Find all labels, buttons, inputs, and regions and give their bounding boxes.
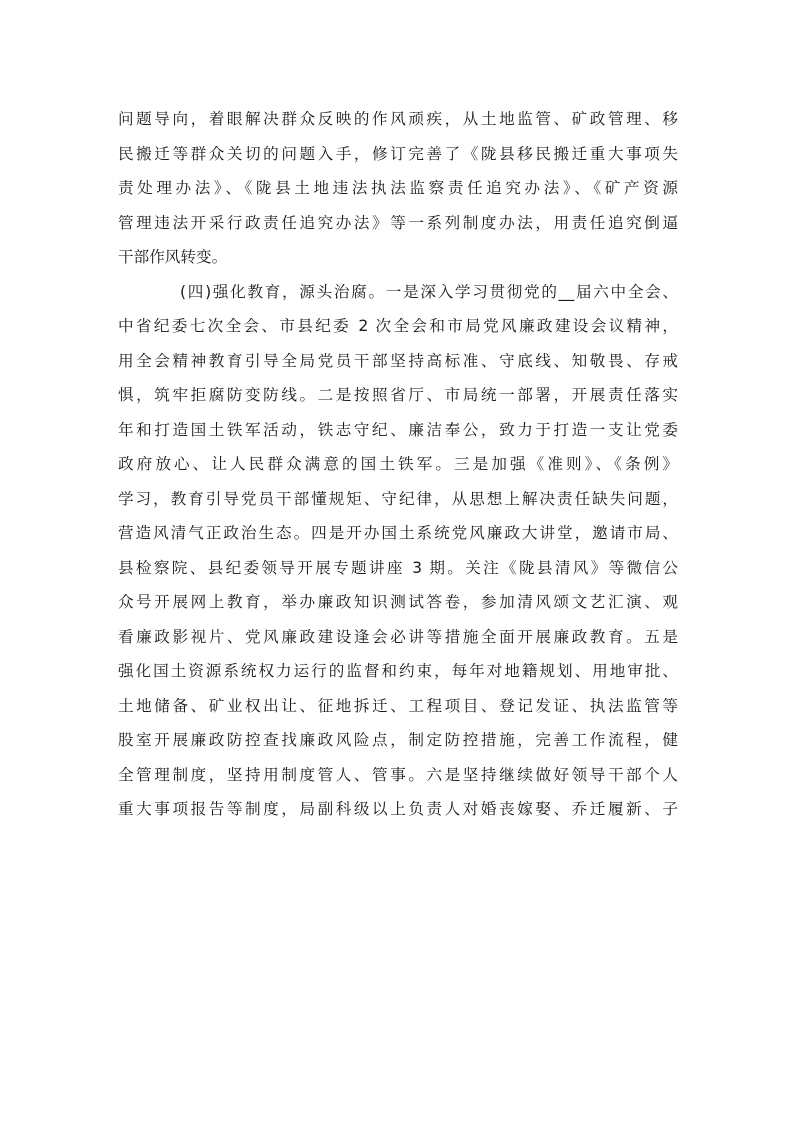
text-line-16: 看廉政影视片、党风廉政建设逢会必讲等措施全面开展廉政教育。五是 bbox=[118, 627, 678, 646]
document-body bbox=[118, 102, 678, 827]
text-line-1: 问题导向，着眼解决群众反映的作风顽疾，从土地监管、矿政管理、移 bbox=[118, 110, 678, 128]
text-line-21: 重大事项报告等制度，局副科级以上负责人对婚丧嫁娶、乔迁履新、子 bbox=[118, 800, 678, 818]
text-line-6: (四)强化教育，源头治腐。一是深入学习贯彻党的__届六中全会、 bbox=[180, 282, 678, 301]
text-line-7: 中省纪委七次全会、市县纪委 2 次全会和市局党风廉政建设会议精神， bbox=[118, 317, 678, 335]
text-line-19: 股室开展廉政防控查找廉政风险点，制定防控措施，完善工作流程，健 bbox=[118, 731, 678, 749]
text-line-2: 民搬迁等群众关切的问题入手，修订完善了《陇县移民搬迁重大事项失 bbox=[118, 144, 678, 163]
text-line-10: 年和打造国土铁军活动，铁志守纪、廉洁奉公，致力于打造一支让党委 bbox=[118, 420, 678, 439]
text-line-8: 用全会精神教育引导全局党员干部坚持高标准、守底线、知敬畏、存戒 bbox=[118, 351, 678, 370]
text-line-12: 学习，教育引导党员干部懂规矩、守纪律，从思想上解决责任缺失问题， bbox=[118, 489, 678, 508]
text-line-20: 全管理制度，坚持用制度管人、管事。六是坚持继续做好领导干部个人 bbox=[118, 765, 678, 784]
text-line-17: 强化国土资源系统权力运行的监督和约束，每年对地籍规划、用地审批、 bbox=[118, 662, 678, 680]
text-line-14: 县检察院、县纪委领导开展专题讲座 3 期。关注《陇县清风》等微信公 bbox=[118, 558, 678, 577]
text-line-3: 责处理办法》、《陇县土地违法执法监察责任追究办法》、《矿产资源 bbox=[118, 179, 678, 197]
text-line-11: 政府放心、让人民群众满意的国土铁军。三是加强《准则》、《条例》 bbox=[118, 455, 678, 473]
text-line-4: 管理违法开采行政责任追究办法》等一系列制度办法，用责任追究倒逼 bbox=[118, 213, 678, 232]
text-line-15: 众号开展网上教育，举办廉政知识测试答卷，参加清风颂文艺汇演、观 bbox=[118, 593, 678, 611]
text-line-5: 干部作风转变。 bbox=[118, 248, 228, 266]
text-line-18: 土地储备、矿业权出让、征地拆迁、工程项目、登记发证、执法监管等 bbox=[118, 696, 678, 715]
text-line-9: 惧，筑牢拒腐防变防线。二是按照省厅、市局统一部署，开展责任落实 bbox=[118, 386, 678, 404]
text-line-13: 营造风清气正政治生态。四是开办国土系统党风廉政大讲堂，邀请市局、 bbox=[118, 524, 678, 542]
